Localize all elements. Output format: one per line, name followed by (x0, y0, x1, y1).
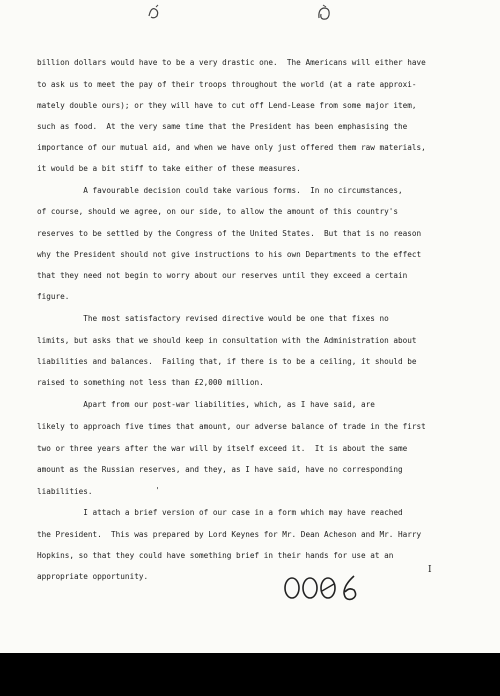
text-line: Hopkins, so that they could have something brief in their hands for use at an (37, 551, 394, 560)
text-line: limits, but asks that we should keep in consultation with the Administration about (37, 336, 417, 345)
text-line: liabilities and balances. Failing that, if there is to be a ceiling, it should be (37, 357, 417, 366)
text-line: likely to approach five times that amount, our adverse balance of trade in the first (37, 422, 426, 431)
text-line: importance of our mutual aid, and when we have only just offered them raw materials, (37, 143, 426, 152)
text-line: The most satisfactory revised directive would be one that fixes no (37, 314, 389, 323)
text-line: the President. This was prepared by Lord Keynes for Mr. Dean Acheson and Mr. Harry (37, 530, 422, 539)
text-line: Apart from our post-war liabilities, which, as I have said, are (37, 400, 375, 409)
text-line: billion dollars would have to be a very drastic one. The Americans will either have (37, 58, 426, 67)
text-line: A favourable decision could take various forms. In no circumstances, (37, 186, 403, 195)
binding-hole-mark-right (314, 4, 334, 24)
text-line: mately double ours); or they will have to cut off Lend-Lease from some major item, (37, 101, 417, 110)
text-line: liabilities. (37, 487, 93, 496)
page-mark-letter: I (428, 565, 432, 575)
text-line: to ask us to meet the pay of their troops throughout the world (at a rate approxi- (37, 80, 417, 89)
tick-mark: ' (155, 486, 160, 495)
text-line: it would be a bit stiff to take either of these measures. (37, 164, 301, 173)
text-line: that they need not begin to worry about our reserves until they exceed a certain (37, 271, 408, 280)
text-line: amount as the Russian reserves, and they, as I have said, have no corresponding (37, 465, 403, 474)
text-line: I attach a brief version of our case in a form which may have reached (37, 508, 403, 517)
text-line: appropriate opportunity. (37, 572, 149, 581)
scan-border-band (0, 653, 500, 696)
text-line: two or three years after the war will by itself exceed it. It is about the same (37, 444, 408, 453)
text-line: such as food. At the very same time that the President has been emphasising the (37, 122, 408, 131)
text-line: reserves to be settled by the Congress of the United States. But that is no reason (37, 229, 422, 238)
text-line: of course, should we agree, on our side, to allow the amount of this country's (37, 207, 399, 216)
text-line: figure. (37, 292, 70, 301)
text-line: raised to something not less than £2,000 million. (37, 378, 264, 387)
handwritten-page-number (282, 573, 368, 603)
text-line: why the President should not give instructions to his own Departments to the effect (37, 250, 422, 259)
binding-hole-mark-left (145, 4, 163, 22)
